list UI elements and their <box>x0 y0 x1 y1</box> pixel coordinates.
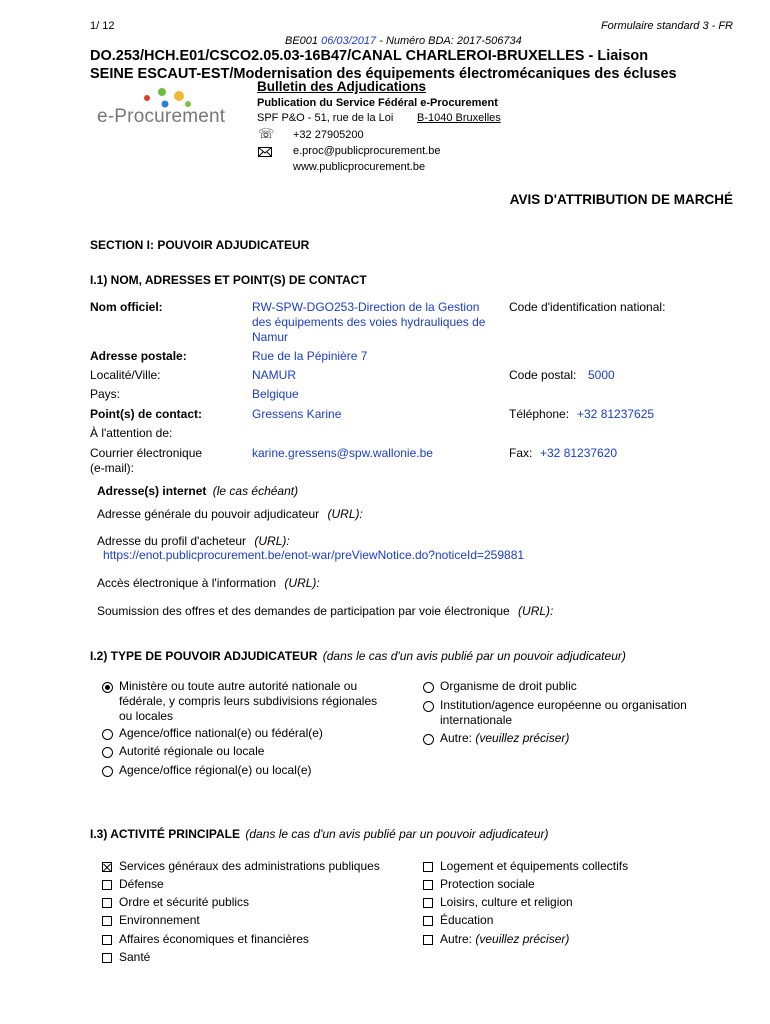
activity-defense: Défense <box>119 877 164 891</box>
contact-label: Point(s) de contact: <box>90 407 203 421</box>
official-name-line-1: RW-SPW-DGO253-Direction de la Gestion <box>252 300 480 314</box>
bulletin-phone: +32 27905200 <box>293 129 364 141</box>
activity-general-services: Services généraux des administrations publiques <box>119 859 380 873</box>
section-i3-note: (dans le cas d'un avis publié par un pouvoir adjudicateur) <box>245 827 549 841</box>
buyer-profile-label: Adresse du profil d'acheteur <box>97 534 247 548</box>
url-tag: (URL): <box>327 507 363 521</box>
fax-label: Fax: <box>509 446 533 460</box>
electronic-submission-label: Soumission des offres et des demandes de participation par voie électronique <box>97 604 510 618</box>
activity-environment: Environnement <box>119 913 200 927</box>
activity-other-label: Autre: <box>440 932 473 946</box>
radio-other[interactable] <box>423 734 434 745</box>
activity-social-protection: Protection sociale <box>440 877 535 891</box>
radio-national-agency[interactable] <box>102 729 113 740</box>
electronic-access-row <box>97 576 320 591</box>
section-i2-title: I.2) TYPE DE POUVOIR ADJUDICATEUR <box>90 649 318 663</box>
checkbox-public-order[interactable] <box>102 898 112 908</box>
phone-icon: ☏ <box>258 126 275 141</box>
internet-label: Adresse(s) internet <box>97 484 207 498</box>
section-i2-note: (dans le cas d'un avis publié par un pouvoir adjudicateur) <box>322 649 626 663</box>
city-value: NAMUR <box>252 368 296 382</box>
notice-title-line-2: SEINE ESCAUT-EST/Modernisation des équipements électromécaniques des écluses <box>90 66 677 80</box>
activity-other-note: (veuillez préciser) <box>475 932 570 946</box>
official-name-line-3: Namur <box>252 330 289 344</box>
internet-note: (le cas échéant) <box>212 484 299 498</box>
phone-label: Téléphone: <box>509 407 570 421</box>
section-i3-heading <box>90 827 549 842</box>
country-value: Belgique <box>252 387 299 401</box>
activity-education: Éducation <box>440 913 494 927</box>
national-id-label: Code d'identification national: <box>509 300 666 314</box>
bulletin-address: SPF P&O - 51, rue de la Loi <box>257 112 394 124</box>
postal-code-value: 5000 <box>588 368 615 382</box>
url-tag: (URL): <box>254 534 290 548</box>
bulletin-title: Bulletin des Adjudications <box>257 79 427 94</box>
option-regional-authority: Autorité régionale ou locale <box>119 744 265 758</box>
checkbox-defense[interactable] <box>102 880 112 890</box>
radio-regional-agency[interactable] <box>102 766 113 777</box>
internet-heading <box>97 484 298 499</box>
checkbox-social-protection[interactable] <box>423 880 433 890</box>
checkbox-housing[interactable] <box>423 862 433 872</box>
postal-code-label: Code postal: <box>509 368 577 382</box>
option-other-label: Autre: <box>440 731 473 745</box>
activity-housing: Logement et équipements collectifs <box>440 859 629 873</box>
email-label-2: (e-mail): <box>90 461 134 475</box>
checkbox-other-activity[interactable] <box>423 935 433 945</box>
radio-european-institution[interactable] <box>423 701 434 712</box>
option-regional-agency: Agence/office régional(e) ou local(e) <box>119 763 312 777</box>
general-address-row <box>97 507 363 522</box>
notice-code: BE001 <box>285 35 319 47</box>
option-ministry-line-3: ou locales <box>119 709 174 723</box>
postal-address: Rue de la Pépinière 7 <box>252 349 368 363</box>
envelope-icon <box>258 146 272 156</box>
bulletin-city: B-1040 Bruxelles <box>417 112 501 124</box>
buyer-profile-row <box>97 534 290 549</box>
url-tag: (URL): <box>518 604 554 618</box>
phone-value: +32 81237625 <box>577 407 655 421</box>
activity-other <box>440 932 569 947</box>
notice-title-line-1: DO.253/HCH.E01/CSCO2.05.03-16B47/CANAL CHARLEROI-BRUXELLES - Liaison <box>90 48 649 64</box>
checkbox-general-services[interactable] <box>102 862 112 872</box>
email-label-1: Courrier électronique <box>90 446 203 460</box>
activity-public-order: Ordre et sécurité publics <box>119 895 250 909</box>
bulletin-subtitle: Publication du Service Fédéral e-Procurement <box>257 97 498 109</box>
form-type: Formulaire standard 3 - FR <box>600 20 733 32</box>
section-i1-title: I.1) NOM, ADRESSES ET POINT(S) DE CONTACT <box>90 273 367 287</box>
notice-reference <box>285 35 522 47</box>
e-procurement-logo <box>95 84 225 132</box>
option-ministry-line-2: fédérale, y compris leurs subdivisions régionales <box>119 694 378 708</box>
notice-date: 06/03/2017 <box>321 35 377 47</box>
checkbox-education[interactable] <box>423 916 433 926</box>
section-i2-heading <box>90 649 626 664</box>
checkbox-economic-affairs[interactable] <box>102 935 112 945</box>
radio-ministry[interactable] <box>102 682 113 693</box>
radio-public-law-body[interactable] <box>423 682 434 693</box>
checkbox-health[interactable] <box>102 953 112 963</box>
bulletin-email[interactable]: e.proc@publicprocurement.be <box>293 145 441 157</box>
official-name-line-2: des équipements des voies hydrauliques de <box>252 315 486 329</box>
country-label: Pays: <box>90 387 121 401</box>
notice-type-heading: AVIS D'ATTRIBUTION DE MARCHÉ <box>509 192 733 207</box>
option-other <box>440 731 569 746</box>
option-national-agency: Agence/office national(e) ou fédéral(e) <box>119 726 323 740</box>
section-1-title: SECTION I: POUVOIR ADJUDICATEUR <box>90 238 310 252</box>
official-name-label: Nom officiel: <box>90 300 163 314</box>
checkbox-recreation[interactable] <box>423 898 433 908</box>
activity-economic-affairs: Affaires économiques et financières <box>119 932 309 946</box>
option-european-institution-line-2: internationale <box>440 713 513 727</box>
postal-address-label: Adresse postale: <box>90 349 187 363</box>
checkbox-environment[interactable] <box>102 916 112 926</box>
city-label: Localité/Ville: <box>90 368 161 382</box>
contact-value: Gressens Karine <box>252 407 342 421</box>
option-european-institution-line-1: Institution/agence européenne ou organisation <box>440 698 687 712</box>
page-number: 1/ 12 <box>90 20 115 32</box>
electronic-access-label: Accès électronique à l'information <box>97 576 277 590</box>
section-i3-title: I.3) ACTIVITÉ PRINCIPALE <box>90 827 241 841</box>
option-other-note: (veuillez préciser) <box>475 731 570 745</box>
radio-regional-authority[interactable] <box>102 747 113 758</box>
activity-recreation: Loisirs, culture et religion <box>440 895 573 909</box>
logo-text: e-Procurement <box>97 106 226 127</box>
email-value[interactable]: karine.gressens@spw.wallonie.be <box>252 446 433 460</box>
option-ministry-line-1: Ministère ou toute autre autorité nationale ou <box>119 679 358 693</box>
notice-bda: - Numéro BDA: 2017-506734 <box>379 35 522 47</box>
option-public-law-body: Organisme de droit public <box>440 679 577 693</box>
url-tag: (URL): <box>284 576 320 590</box>
bulletin-website[interactable]: www.publicprocurement.be <box>293 161 426 173</box>
attention-label: À l'attention de: <box>90 426 173 440</box>
general-address-label: Adresse générale du pouvoir adjudicateur <box>97 507 320 521</box>
activity-health: Santé <box>119 950 151 964</box>
fax-value: +32 81237620 <box>540 446 618 460</box>
buyer-profile-url[interactable]: https://enot.publicprocurement.be/enot-war/preViewNotice.do?noticeId=259881 <box>103 548 525 562</box>
electronic-submission-row <box>97 604 553 619</box>
